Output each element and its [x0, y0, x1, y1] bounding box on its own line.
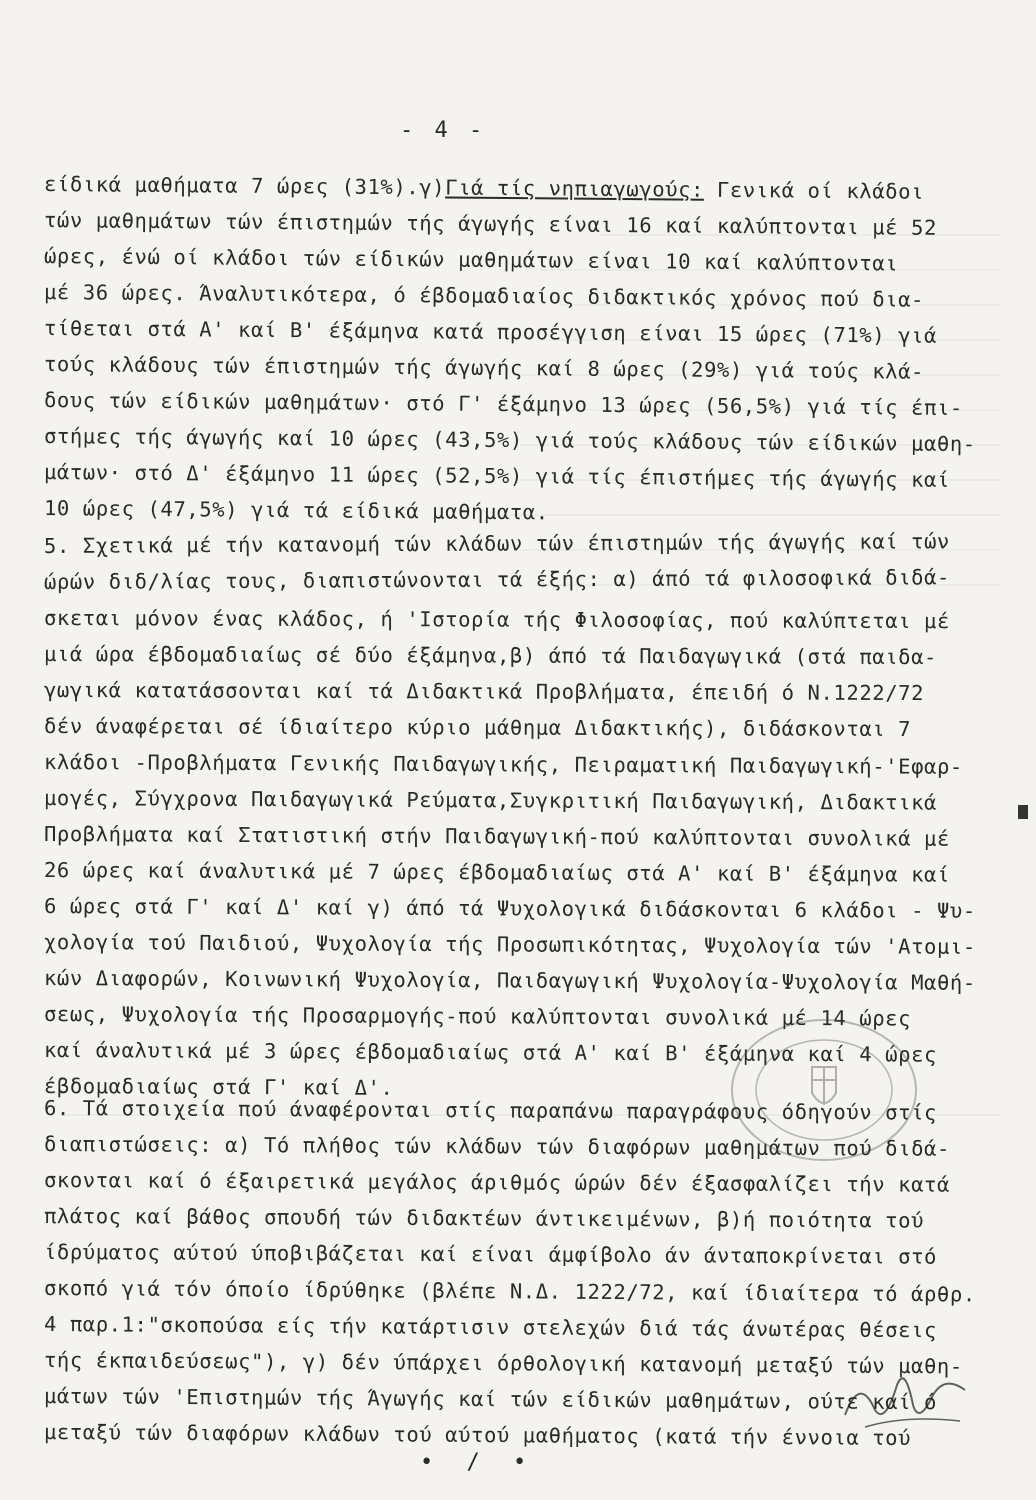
- text-line: καί άναλυτικά μέ 3 ώρες έβδομαδιαίως στά Α' καί Β' έξάμηνα καί 4 ώρες: [43, 1038, 938, 1067]
- page-number: - 4 -: [400, 118, 487, 143]
- text-line: ώρες, ένώ οί κλάδοι τών είδικών μαθημάτων είναι 10 καί καλύπτονται: [43, 244, 899, 276]
- official-seal-stamp: [724, 1015, 924, 1165]
- text-line: Προβλήματα καί Στατιστική στήν Παιδαγωγική-πού καλύπτονται συνολικά μέ: [43, 822, 951, 851]
- continuation-mark: • / •: [420, 1450, 537, 1475]
- text-line: σκονται καί ό έξαιρετικά μεγάλος άριθμός ώρών δέν έξασφαλίζει τήν κατά: [43, 1168, 951, 1197]
- text-line: 5. Σχετικά μέ τήν κατανομή τών κλάδων τών έπιστημών τής άγωγής καί τών: [43, 529, 951, 558]
- paragraph-4: [44, 166, 1004, 526]
- text-line: 10 ώρες (47,5%) γιά τά είδικά μαθήματα.: [43, 496, 549, 525]
- text-line: μιά ώρα έβδομαδιαίως σέ δύο έξάμηνα,β) άπό τά Παιδαγωγικά (στά παιδα-: [43, 642, 938, 670]
- text-line: τίθεται στά Α' καί Β' έξάμηνα κατά προσέγγιση είναι 15 ώρες (71%) γιά: [43, 316, 938, 348]
- text-line: μάτων· στό Δ' έξάμηνο 11 ώρες (52,5%) γιά τίς έπιστήμες τής άγωγής καί: [43, 460, 951, 492]
- text-line: μέ 36 ώρες. Άναλυτικότερα, ό έβδομαδιαίος διδακτικός χρόνος πού δια-: [43, 280, 925, 312]
- text-line: σκεται μόνον ένας κλάδος, ή 'Ιστορία τής Φιλοσοφίας, πού καλύπτεται μέ: [43, 606, 950, 634]
- text-line: χολογία τού Παιδιού, Ψυχολογία τής Προσωπικότητας, Ψυχολογία τών 'Ατομι-: [43, 930, 976, 959]
- text-line: ώρών διδ/λίας τους, διαπιστώνονται τά έξής: α) άπό τά φιλοσοφικά διδά-: [43, 565, 951, 594]
- text-line: κών Διαφορών, Κοινωνική Ψυχολογία, Παιδαγωγική Ψυχολογία-Ψυχολογία Μαθή-: [43, 966, 976, 995]
- text-line: στήμες τής άγωγής καί 10 ώρες (43,5%) γιά τούς κλάδους τών είδικών μαθη-: [43, 424, 976, 457]
- text-line: μογές, Σύγχρονα Παιδαγωγικά Ρεύματα,Συγκριτική Παιδαγωγική, Διδακτικά: [43, 786, 938, 815]
- text-line: πλάτος καί βάθος σπουδή τών διδακτέων άντικειμένων, β)ή ποιότητα τού: [43, 1204, 925, 1233]
- text-line: διαπιστώσεις: α) Τό πλήθος τών κλάδων τών διαφόρων μαθημάτων πού διδά-: [43, 1132, 951, 1161]
- text-line: 26 ώρες καί άναλυτικά μέ 7 ώρες έβδομαδιαίως στά Α' καί Β' έξάμηνα καί: [43, 858, 951, 887]
- text-line: τής έκπαιδεύσεως"), γ) δέν ύπάρχει όρθολογική κατανομή μεταξύ τών μαθη-: [43, 1348, 963, 1379]
- text-line: γωγικά κατατάσσονται καί τά Διδακτικά Προβλήματα, έπειδή ό Ν.1222/72: [43, 678, 925, 706]
- text-line: 6 ώρες στά Γ' καί Δ' καί γ) άπό τά Ψυχολογικά διδάσκονται 6 κλάδοι - Ψυ-: [43, 894, 976, 923]
- text-line: τούς κλάδους τών έπιστημών τής άγωγής καί 8 ώρες (29%) γιά τούς κλά-: [43, 352, 925, 384]
- text-segment: Γενικά οί κλάδοι: [703, 177, 925, 204]
- handwritten-signature: [835, 1355, 975, 1435]
- text-line: ίδρύματος αύτού ύποβιβάζεται καί είναι άμφίβολο άν άνταποκρίνεται στό: [43, 1240, 938, 1269]
- text-line: δους τών είδικών μαθημάτων· στό Γ' έξάμηνο 13 ώρες (56,5%) γιά τίς έπι-: [43, 388, 963, 421]
- margin-mark: [1018, 805, 1028, 819]
- text-segment: είδικά μαθήματα 7 ώρες (31%).γ): [43, 172, 446, 200]
- text-line: 4 παρ.1:"σκοπούσα είς τήν κατάρτισιν στελεχών διά τάς άνωτέρας θέσεις: [43, 1312, 938, 1343]
- text-line: τών μαθημάτων τών έπιστημών τής άγωγής είναι 16 καί καλύπτονται μέ 52: [43, 208, 938, 240]
- text-line: κλάδοι -Προβλήματα Γενικής Παιδαγωγικής, Πειραματική Παιδαγωγική-'Εφαρ-: [43, 750, 963, 779]
- heading-kindergarten-teachers: Γιά τίς νηπιαγωγούς:: [445, 175, 705, 202]
- text-line: 6. Τά στοιχεία πού άναφέρονται στίς παραπάνω παραγράφους όδηγούν στίς: [43, 1096, 938, 1125]
- text-line: σκοπό γιά τόν όποίο ίδρύθηκε (βλέπε Ν.Δ. 1222/72, καί ίδιαίτερα τό άρθρ.: [43, 1276, 976, 1307]
- text-line: μάτων τών 'Επιστημών τής Άγωγής καί τών είδικών μαθημάτων, ούτε καί ό: [43, 1384, 938, 1415]
- text-line: έβδομαδιαίως στά Γ' καί Δ'.: [43, 1074, 394, 1100]
- text-line: μεταξύ τών διαφόρων κλάδων τού αύτού μαθήματος (κατά τήν έννοια τού: [43, 1420, 912, 1451]
- text-line: σεως, Ψυχολογία τής Προσαρμογής-πού καλύπτονται συνολικά μέ 14 ώρες: [43, 1002, 912, 1031]
- text-line: δέν άναφέρεται σέ ίδιαίτερο κύριο μάθημα Διδακτικής), διδάσκονται 7: [43, 714, 912, 742]
